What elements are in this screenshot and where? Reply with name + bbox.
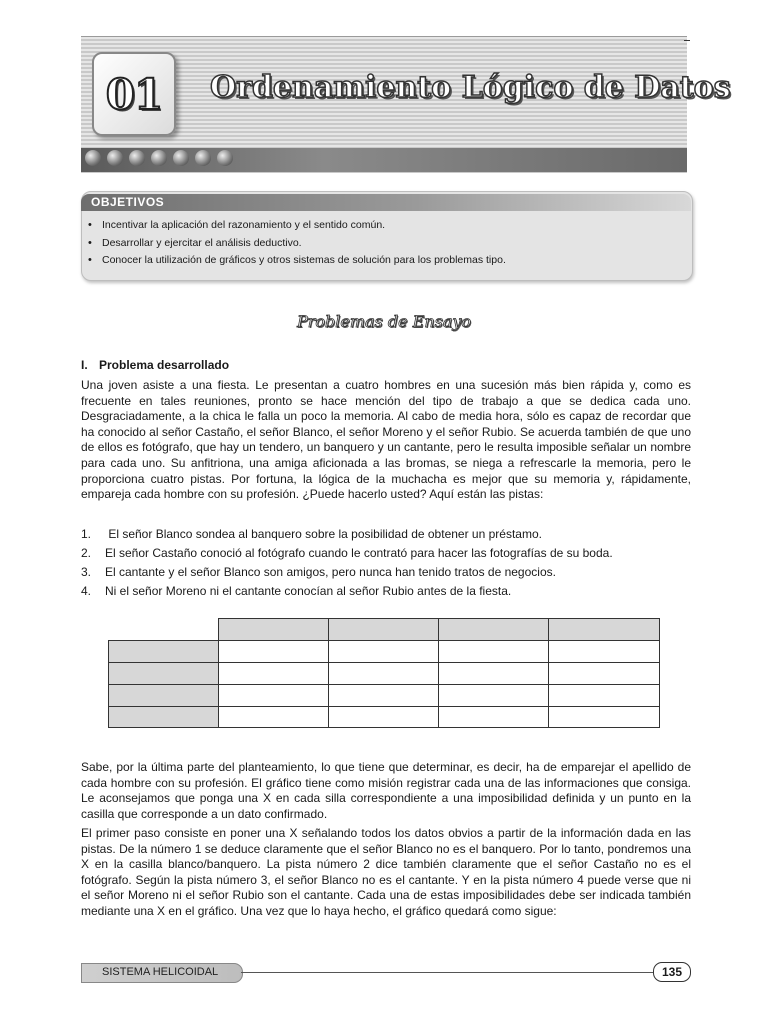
grid-cell	[548, 706, 660, 728]
grid-row-header	[108, 662, 219, 685]
grid-header-cell	[328, 618, 439, 641]
chapter-title: Ordenamiento Lógico de Datos	[210, 70, 731, 105]
objectives-list	[88, 217, 506, 270]
grid-cell	[218, 684, 329, 707]
problem-number: I.	[81, 358, 88, 372]
grid-cell	[438, 662, 549, 685]
grid-cell	[548, 684, 660, 707]
chapter-number-badge	[92, 52, 176, 136]
grid-row-header	[108, 706, 219, 728]
grid-cell	[438, 706, 549, 728]
grid-cell	[548, 662, 660, 685]
grid-cell	[328, 706, 439, 728]
clue-list	[81, 525, 691, 601]
grid-cell	[328, 662, 439, 685]
crop-mark	[684, 40, 690, 41]
grid-row-header	[108, 640, 219, 663]
objectives-heading: OBJETIVOS	[91, 195, 165, 209]
problem-heading	[81, 358, 229, 372]
footer-series-label: SISTEMA HELICOIDAL	[102, 966, 219, 978]
decorative-dice-icon	[85, 150, 233, 170]
page-number: 135	[653, 962, 691, 982]
problem-title: Problema desarrollado	[99, 358, 230, 372]
grid-cell	[328, 640, 439, 663]
clue-number: 3.	[81, 565, 92, 579]
section-title: Problemas de Ensayo	[296, 312, 472, 331]
objective-item: • Desarrollar y ejercitar el análisis deductivo.	[88, 235, 506, 253]
clue-text: El señor Blanco sondea al banquero sobre la posibilidad de obtener un préstamo.	[105, 527, 542, 541]
grid-header-cell	[438, 618, 549, 641]
explanation-paragraph-1: Sabe, por la última parte del planteamiento, lo que tiene que determinar, es decir, ha de emparejar el apellido de cada hombre con su profesión. El gráfico tiene como misión registrar cada una de las informaciones que consiga. Le aconsejamos que ponga una X en cada silla correspondiente a una imposibilidad definida y un punto en la casilla que corresponde a un dato confirmado.	[81, 760, 691, 821]
grid-cell	[218, 706, 329, 728]
clue-item	[81, 544, 691, 563]
clue-number: 1.	[81, 527, 92, 541]
footer-series-tab	[81, 963, 243, 983]
grid-cell	[548, 640, 660, 663]
grid-row-header	[108, 684, 219, 707]
grid-cell	[218, 662, 329, 685]
grid-header-cell	[548, 618, 660, 641]
grid-cell	[438, 684, 549, 707]
grid-cell	[438, 640, 549, 663]
clue-text: El cantante y el señor Blanco son amigos, pero nunca han tenido tratos de negocios.	[105, 565, 556, 579]
grid-header-cell	[218, 618, 329, 641]
objective-item: • Conocer la utilización de gráficos y otros sistemas de solución para los problemas tipo.	[88, 252, 506, 270]
chapter-number: 01	[105, 69, 163, 119]
clue-item	[81, 582, 691, 601]
grid-cell	[328, 684, 439, 707]
clue-number: 4.	[81, 584, 92, 598]
grid-cell	[218, 640, 329, 663]
clue-item	[81, 563, 691, 582]
objectives-header	[81, 194, 691, 211]
clue-number: 2.	[81, 546, 92, 560]
clue-text: El señor Castaño conoció al fotógrafo cuando le contrató para hacer las fotografías de su boda.	[105, 546, 613, 560]
objective-item: • Incentivar la aplicación del razonamiento y el sentido común.	[88, 217, 506, 235]
problem-intro: Una joven asiste a una fiesta. Le presentan a cuatro hombres en una sucesión más bien rápida y, como es frecuente en tales reuniones, pronto se hace mención del tipo de trabajo a que se dedica cada uno. Desgraciadamente, a la chica le falla un poco la memoria. Al cabo de media hora, sólo es capaz de recordar que ha conocido al señor Castaño, el señor Blanco, el señor Moreno y el señor Rubio. Se acuerda también de que uno de ellos es fotógrafo, que hay un tendero, un banquero y un cantante, pero le resulta imposible señalar un nombre para cada uno. Su anfitriona, una amiga aficionada a las bromas, se niega a refrescarle la memoria, pero le proporciona cuatro pistas. Por fortuna, la lógica de la muchacha es mejor que su memoria y, rápidamente, empareja cada hombre con su profesión. ¿Puede hacerlo usted? Aquí están las pistas:	[81, 378, 691, 502]
footer-rule	[241, 972, 653, 973]
explanation-paragraph-2: El primer paso consiste en poner una X señalando todos los datos obvios a partir de la información dada en las pistas. De la número 1 se deduce claramente que el señor Blanco no es el banquero. Por lo tanto, pondremos una X en la casilla blanco/banquero. La pista número 2 dice también claramente que el señor Castaño no es el fotógrafo. Según la pista número 3, el señor Blanco no es el cantante. Y en la pista número 4 puede verse que ni el señor Moreno ni el señor Rubio son el cantante. Cada una de estas imposibilidades debe ser indicada también mediante una X en el gráfico. Una vez que lo haya hecho, el gráfico quedará como sigue:	[81, 826, 691, 918]
clue-item	[81, 525, 691, 544]
clue-text: Ni el señor Moreno ni el cantante conocían al señor Rubio antes de la fiesta.	[105, 584, 512, 598]
